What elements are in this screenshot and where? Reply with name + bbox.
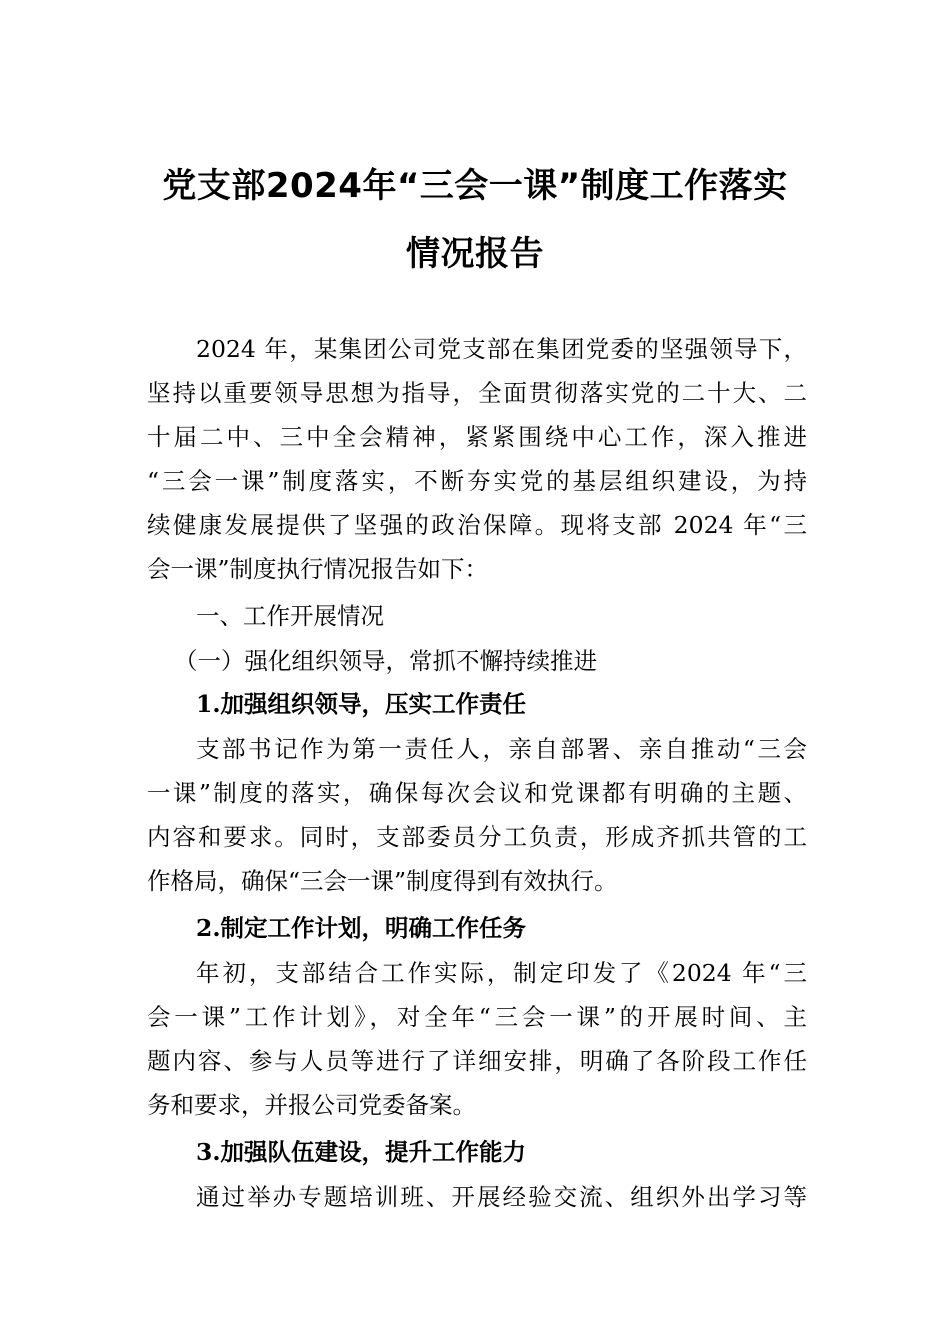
item-paragraph-line: 内容和要求。同时，支部委员分工负责，形成齐抓共管的工 — [147, 823, 807, 851]
subsection-heading: （一）强化组织领导，常抓不懈持续推进 — [174, 647, 597, 675]
document-title-line-1: 党支部2024年“三会一课”制度工作落实 — [162, 166, 788, 206]
item-paragraph-line: 年初，支部结合工作实际，制定印发了《2024 年“三 — [196, 959, 807, 987]
intro-paragraph-line: 续健康发展提供了坚强的政治保障。现将支部 2024 年“三 — [147, 511, 807, 539]
document-title-line-2: 情况报告 — [406, 234, 544, 274]
item-heading: 2.制定工作计划，明确工作任务 — [196, 914, 527, 942]
intro-paragraph-line: 会一课”制度执行情况报告如下： — [147, 555, 489, 583]
intro-paragraph-line: “三会一课”制度落实，不断夯实党的基层组织建设，为持 — [147, 467, 807, 495]
item-paragraph-line: 一课”制度的落实，确保每次会议和党课都有明确的主题、 — [147, 779, 807, 807]
intro-paragraph-line: 坚持以重要领导思想为指导，全面贯彻落实党的二十大、二 — [147, 379, 807, 407]
item-paragraph-line: 会一课”工作计划》，对全年“三会一课”的开展时间、主 — [147, 1003, 807, 1031]
item-paragraph-line: 务和要求，并报公司党委备案。 — [147, 1091, 476, 1119]
item-paragraph-line: 题内容、参与人员等进行了详细安排，明确了各阶段工作任 — [147, 1047, 807, 1075]
item-paragraph-line: 通过举办专题培训班、开展经验交流、组织外出学习等 — [196, 1183, 807, 1211]
item-paragraph-line: 作格局，确保“三会一课”制度得到有效执行。 — [147, 867, 618, 895]
item-paragraph-line: 支部书记作为第一责任人，亲自部署、亲自推动“三会 — [196, 735, 807, 763]
section-heading: 一、工作开展情况 — [196, 602, 384, 630]
intro-paragraph-line: 十届二中、三中全会精神，紧紧围绕中心工作，深入推进 — [147, 423, 807, 451]
item-heading: 3.加强队伍建设，提升工作能力 — [196, 1138, 527, 1166]
intro-paragraph-line: 2024 年，某集团公司党支部在集团党委的坚强领导下， — [196, 335, 807, 363]
item-heading: 1.加强组织领导，压实工作责任 — [196, 690, 527, 718]
